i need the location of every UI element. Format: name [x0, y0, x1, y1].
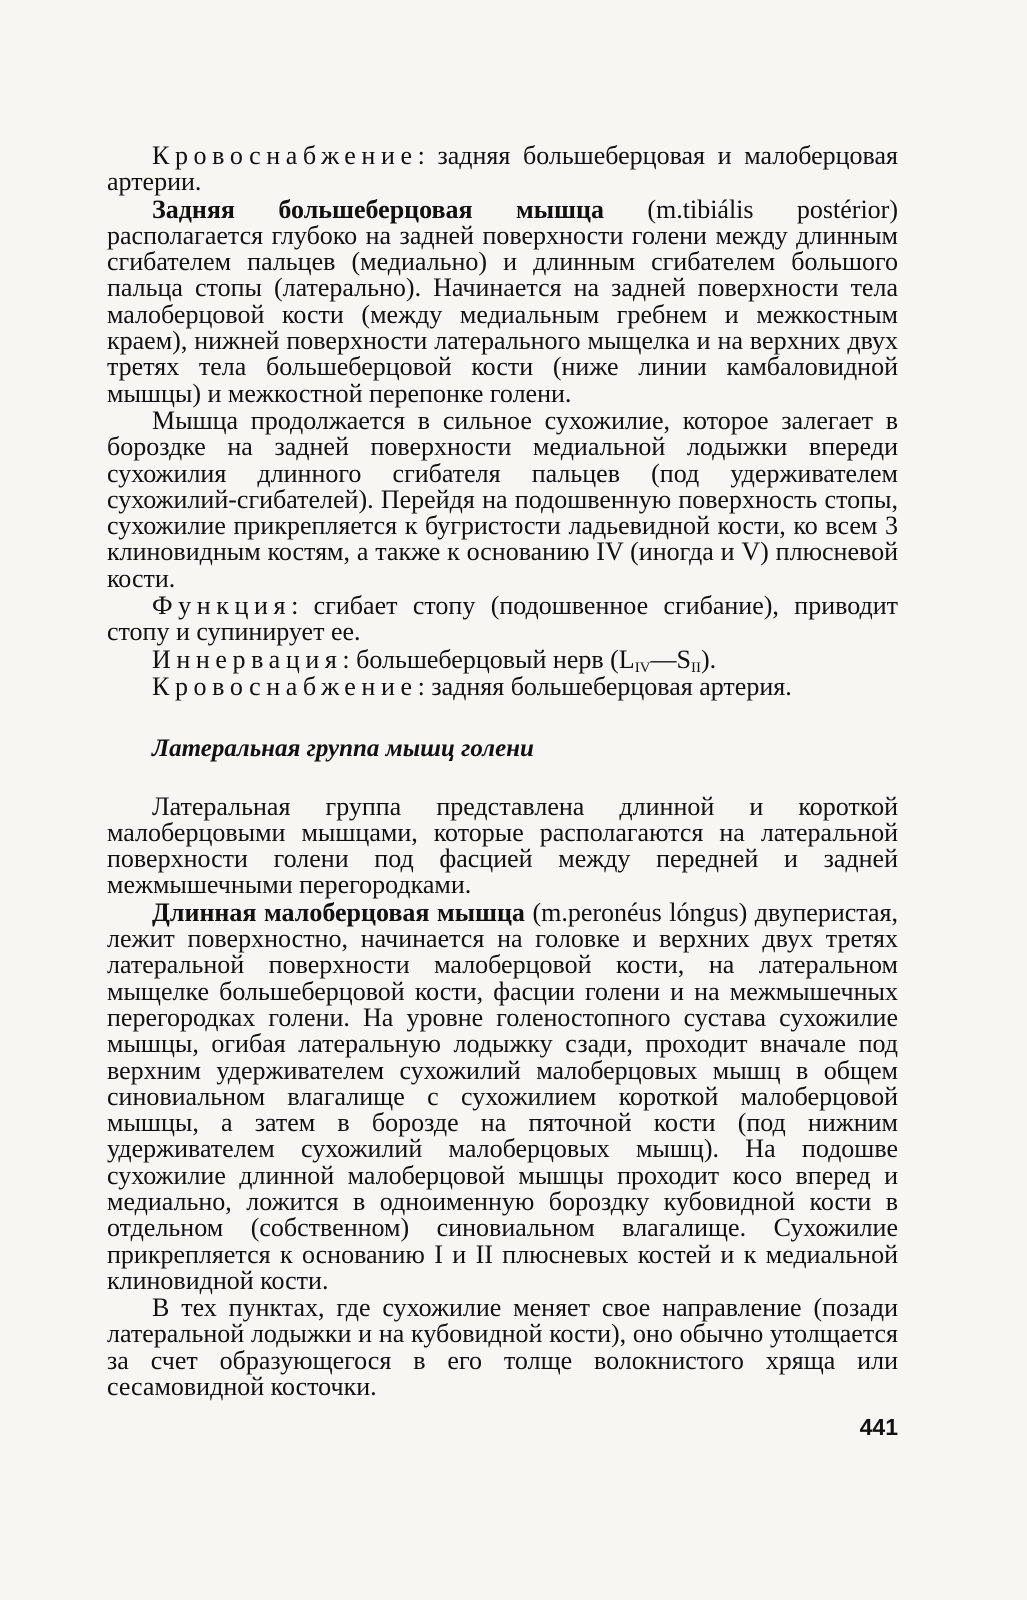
spaced-label: Кровоснабжение [152, 671, 418, 701]
page-body [107, 143, 898, 1400]
paragraph-innervation [107, 644, 898, 676]
paragraph-text: В тех пунктах, где сухожилие меняет свое направление (позади латеральной лодыжки и на кубовидной кости), оно обычно утолщается за счет образующегося в его толще волокнистого хряща или сесамовидной косточки. [107, 1293, 898, 1402]
muscle-term: Задняя большеберцовая мышца [152, 194, 604, 224]
paragraph-text: Мышца продолжается в сильное сухожилие, которое залегает в бороздке на задней поверхности медиальной лодыжки впереди сухожилия длинного сгибателя пальцев (под удерживателем сухожилий-сгибателей). Перейдя на подошвенную поверхность стопы, сухожилие прикрепляется к бугристости ладьевидной кости, ко всем 3 клиновидным костям, а также к основанию IV (иногда и V) плюсневой кости. [107, 405, 898, 593]
paragraph-lateral-group [107, 791, 898, 900]
paragraph-text: : сгибает стопу (подошвенное сгибание), приводит стопу и супинирует ее. [107, 591, 898, 647]
paragraph-function [107, 593, 898, 646]
spaced-label: Функция [152, 591, 292, 621]
paragraph-peroneus-longus [107, 897, 898, 1295]
paragraph-text: (m.tibiális postérior) располагается глубоко на задней поверхности голени между длинным сгибателем пальцев (медиально) и длинным сгибателем большого пальца стопы (латерально). Начинается на задней поверхности тела малоберцовой кости (между медиальным гребнем и межкостным краем), нижней поверхности латерального мыщелка и на верхних двух третях тела большеберцовой кости (ниже линии камбаловидной мышцы) и межкостной перепонке голени. [107, 194, 898, 408]
paragraph-blood-supply-2 [107, 671, 898, 701]
spaced-label: Иннервация [152, 644, 343, 674]
spaced-label: Кровоснабжение [152, 141, 418, 170]
paragraph-text: ). [700, 644, 717, 674]
section-heading: Латеральная группа мышц голени [152, 735, 534, 763]
page-number: 441 [859, 1414, 898, 1440]
paragraph-text: Латеральная группа представлена длинной и короткой малоберцовыми мышцами, которые располагаются на латеральной поверхности голени под фасцией между передней и задней межмышечными перегородками. [107, 791, 898, 900]
paragraph-tendon-direction [107, 1295, 898, 1400]
paragraph-text: —S [650, 644, 691, 674]
muscle-term: Длинная малоберцовая мышца [152, 897, 525, 927]
subscript: IV [634, 659, 651, 676]
subscript: II [690, 659, 701, 676]
paragraph-text: : задняя большеберцовая артерия. [417, 671, 792, 701]
paragraph-text: : большеберцовый нерв (L [342, 644, 635, 674]
paragraph-text: (m.peronéus lóngus) двуперистая, лежит поверхностно, начинается на головке и верхних двух третях латеральной поверхности малоберцовой кости, на латеральном мыщелке большеберцовой кости, фасции голени и на межмышечных перегородках голени. На уровне голеностопного сустава сухожилие мышцы, огибая латеральную лодыжку сзади, проходит вначале под верхним удерживателем сухожилий малоберцовых мышц в общем синовиальном влагалище с сухожилием короткой малоберцовой мышцы, а затем в борозде на пяточной кости (под нижним удерживателем сухожилий малоберцовых мышц). На подошве сухожилие длинной малоберцовой мышцы проходит косо вперед и медиально, ложится в одноименную бороздку кубовидной кости в отдельном (собственном) синовиальном влагалище. Сухожилие прикрепляется к основанию I и II плюсневых костей и к медиальной клиновидной кости. [107, 897, 898, 1295]
paragraph-blood-supply-1 [107, 143, 898, 196]
paragraph-tendon [107, 405, 898, 593]
paragraph-text: : задняя большеберцовая и малоберцовая артерии. [107, 141, 898, 197]
paragraph-tibialis-posterior [107, 194, 898, 408]
